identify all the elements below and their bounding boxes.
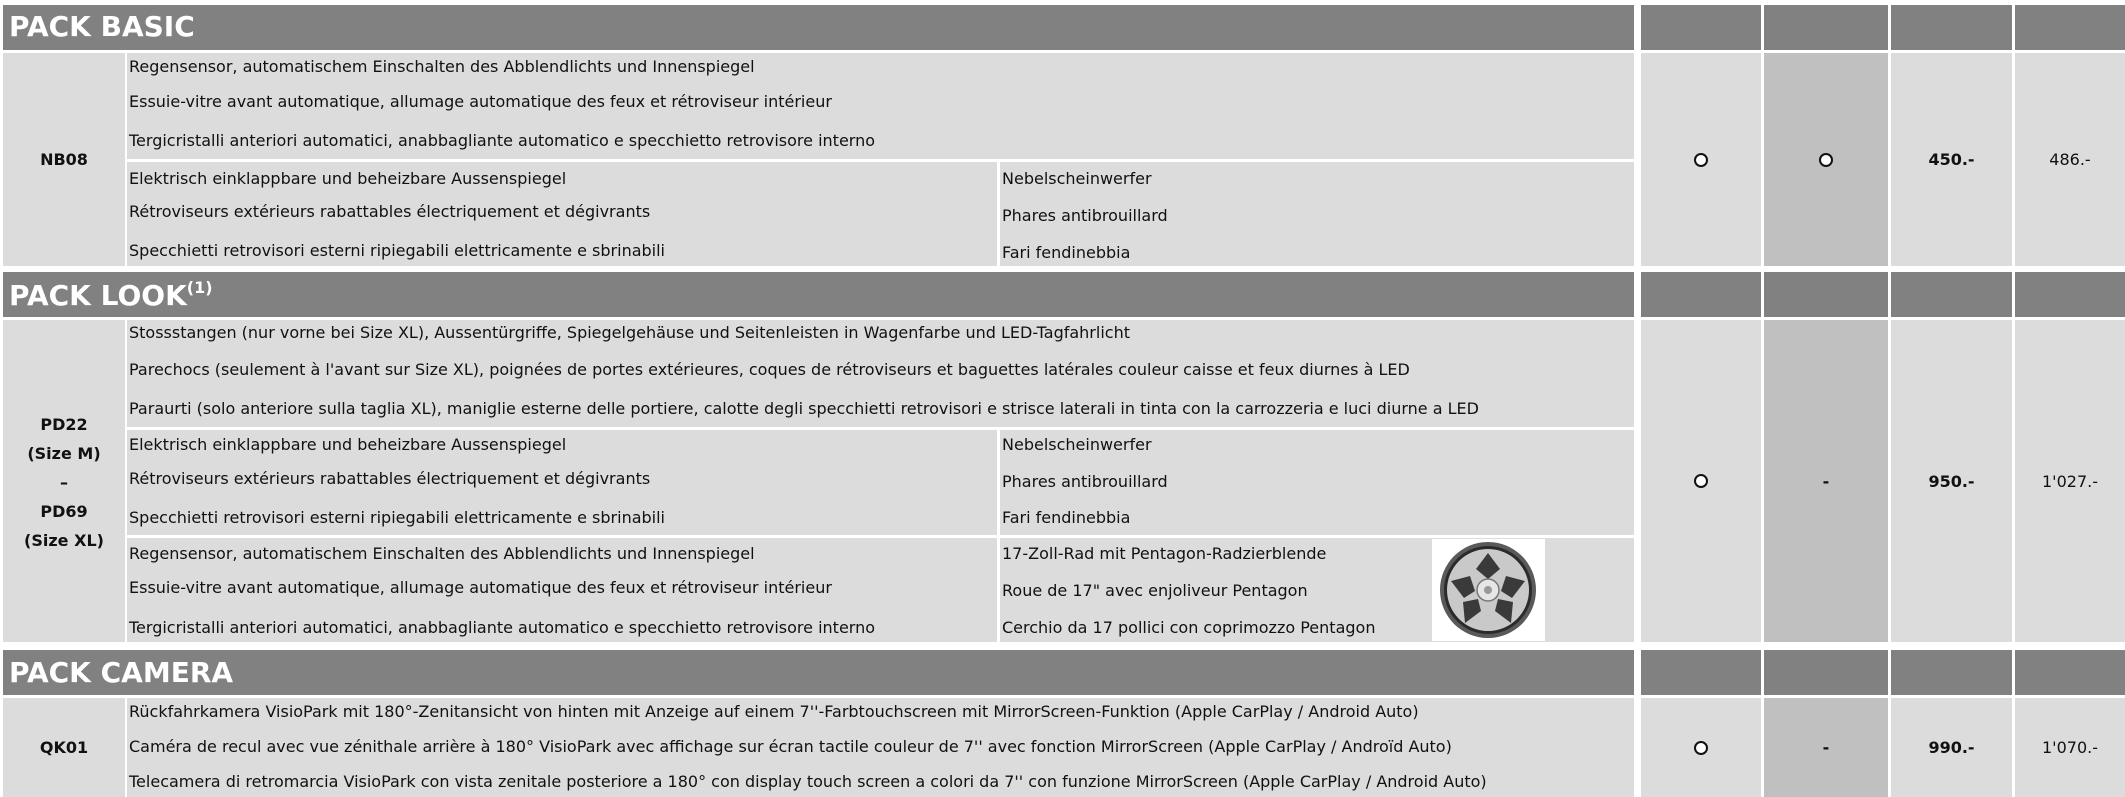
section-title-camera: PACK CAMERA	[9, 656, 234, 689]
header-col-4	[2015, 5, 2125, 50]
description-line: Roue de 17" avec enjoliveur Pentagon	[1002, 581, 1308, 600]
option-code-separator: –	[60, 473, 68, 492]
description-line: Fari fendinebbia	[1002, 508, 1131, 527]
header-col-4	[2015, 272, 2125, 317]
header-col-2	[1764, 272, 1888, 317]
description-block-basic-1	[127, 53, 1634, 159]
wheel-icon	[1432, 539, 1545, 641]
description-line: Essuie-vitre avant automatique, allumage automatique des feux et rétroviseur intérieur	[129, 578, 832, 597]
header-col-1	[1641, 650, 1761, 695]
description-block-basic-2-left	[127, 162, 997, 266]
description-line: Elektrisch einklappbare und beheizbare Aussenspiegel	[129, 169, 567, 188]
description-line: Nebelscheinwerfer	[1002, 169, 1152, 188]
code-cell-look	[3, 320, 125, 642]
option-code: QK01	[39, 738, 89, 757]
option-code-size: (Size M)	[27, 444, 101, 463]
description-line: Stossstangen (nur vorne bei Size XL), Aussentürgriffe, Spiegelgehäuse und Seitenleisten in Wagenfarbe und LED-Tagfahrlicht	[129, 323, 1130, 342]
header-col-1	[1641, 272, 1761, 317]
description-line: Paraurti (solo anteriore sulla taglia XL), maniglie esterne delle portiere, calotte degli specchietti retrovisori e strisce laterali in tinta con la carrozzeria e luci diurne a LED	[129, 399, 1479, 418]
price-cell-1: 990.-	[1891, 698, 2012, 797]
description-line: Rückfahrkamera VisioPark mit 180°-Zenitansicht von hinten mit Anzeige auf einem 7''-Farbtouchscreen mit MirrorScreen-Funktion (Apple CarPlay / Android Auto)	[129, 702, 1419, 721]
optional-circle-icon	[1694, 741, 1708, 755]
availability-cell-1	[1641, 320, 1761, 642]
description-block-look-1	[127, 320, 1634, 427]
description-block-look-3-right	[1000, 538, 1634, 642]
code-cell-camera	[3, 698, 125, 797]
description-line: Essuie-vitre avant automatique, allumage automatique des feux et rétroviseur intérieur	[129, 92, 832, 111]
description-line: Specchietti retrovisori esterni ripiegabili elettricamente e sbrinabili	[129, 508, 665, 527]
description-line: Caméra de recul avec vue zénithale arrière à 180° VisioPark avec affichage sur écran tactile couleur de 7'' avec fonction MirrorScreen (Apple CarPlay / Androïd Auto)	[129, 737, 1452, 756]
description-line: Parechocs (seulement à l'avant sur Size XL), poignées de portes extérieures, coques de rétroviseurs et baguettes latérales couleur caisse et feux diurnes à LED	[129, 360, 1410, 379]
section-header-basic	[3, 5, 1634, 50]
price-cell-1: 450.-	[1891, 53, 2012, 266]
description-line: Rétroviseurs extérieurs rabattables électriquement et dégivrants	[129, 469, 651, 488]
header-col-3	[1891, 650, 2012, 695]
price-cell-2: 1'070.-	[2015, 698, 2125, 797]
availability-cell-2: -	[1764, 698, 1888, 797]
section-header-look	[3, 272, 1634, 317]
section-title-look: PACK LOOK$^{(1)}$	[9, 278, 213, 312]
optional-circle-icon	[1694, 153, 1708, 167]
description-line: Fari fendinebbia	[1002, 243, 1131, 262]
price-cell-2: 486.-	[2015, 53, 2125, 266]
code-cell-basic	[3, 53, 125, 266]
description-block-basic-2-right	[1000, 162, 1634, 266]
description-line: Nebelscheinwerfer	[1002, 435, 1152, 454]
wheel-image	[1432, 539, 1545, 641]
description-line: Rétroviseurs extérieurs rabattables électriquement et dégivrants	[129, 202, 651, 221]
header-col-2	[1764, 5, 1888, 50]
price-cell-2: 1'027.-	[2015, 320, 2125, 642]
description-line: 17-Zoll-Rad mit Pentagon-Radzierblende	[1002, 544, 1327, 563]
availability-cell-1	[1641, 698, 1761, 797]
availability-cell-2: -	[1764, 320, 1888, 642]
option-code: PD69	[40, 502, 88, 521]
description-line: Tergicristalli anteriori automatici, anabbagliante automatico e specchietto retrovisore interno	[129, 618, 876, 637]
option-code: NB08	[40, 150, 88, 169]
price-cell-1: 950.-	[1891, 320, 2012, 642]
description-block-look-2-left	[127, 430, 997, 535]
section-header-camera	[3, 650, 1634, 695]
header-col-1	[1641, 5, 1761, 50]
optional-circle-icon	[1694, 474, 1708, 488]
option-code-stack	[3, 410, 125, 555]
description-line: Regensensor, automatischem Einschalten des Abblendlichts und Innenspiegel	[129, 544, 755, 563]
optional-circle-icon	[1819, 153, 1833, 167]
description-line: Elektrisch einklappbare und beheizbare Aussenspiegel	[129, 435, 567, 454]
option-code-size: (Size XL)	[24, 531, 104, 550]
description-line: Specchietti retrovisori esterni ripiegabili elettricamente e sbrinabili	[129, 241, 665, 260]
description-block-look-3-left	[127, 538, 997, 642]
section-title-basic: PACK BASIC	[9, 10, 195, 43]
option-code: PD22	[40, 415, 88, 434]
header-col-4	[2015, 650, 2125, 695]
description-line: Telecamera di retromarcia VisioPark con vista zenitale posteriore a 180° con display touch screen a colori da 7'' con funzione MirrorScreen (Apple CarPlay / Android Auto)	[129, 772, 1487, 791]
description-line: Regensensor, automatischem Einschalten des Abblendlichts und Innenspiegel	[129, 57, 755, 76]
header-col-3	[1891, 5, 2012, 50]
description-line: Phares antibrouillard	[1002, 472, 1168, 491]
description-block-camera-1	[127, 698, 1634, 797]
footnote-marker: (1)	[186, 278, 213, 297]
header-col-3	[1891, 272, 2012, 317]
description-block-look-2-right	[1000, 430, 1634, 535]
header-col-2	[1764, 650, 1888, 695]
description-line: Cerchio da 17 pollici con coprimozzo Pentagon	[1002, 618, 1376, 637]
description-line: Tergicristalli anteriori automatici, anabbagliante automatico e specchietto retrovisore interno	[129, 131, 876, 150]
availability-cell-1	[1641, 53, 1761, 266]
description-line: Phares antibrouillard	[1002, 206, 1168, 225]
availability-cell-2	[1764, 53, 1888, 266]
